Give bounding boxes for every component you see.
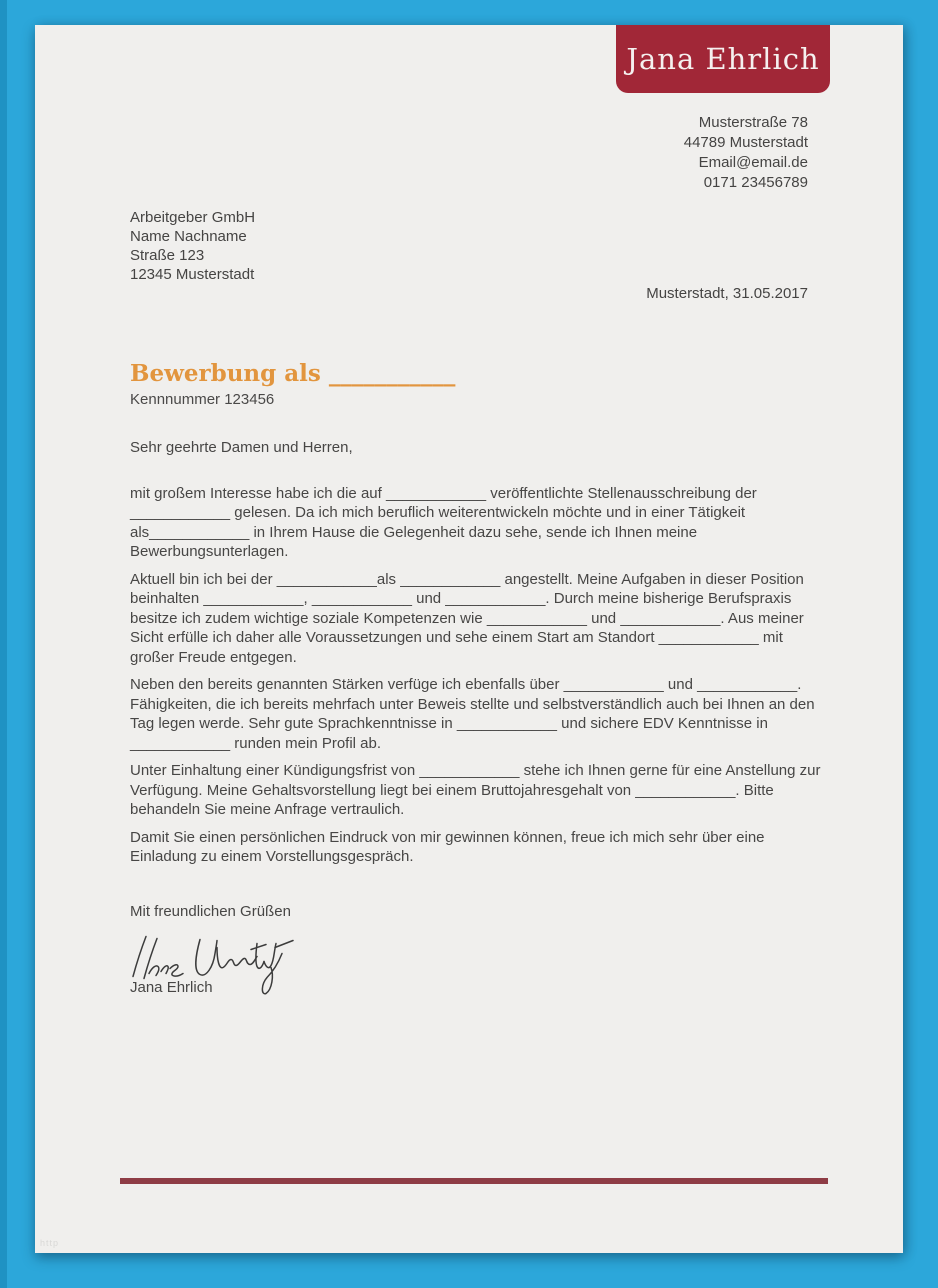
contact-block — [684, 113, 808, 193]
subject-block — [130, 359, 455, 408]
footer-divider-rule — [120, 1178, 828, 1184]
contact-city: 44789 Musterstadt — [683, 134, 808, 151]
contact-phone: 0171 23456789 — [703, 174, 808, 191]
letter-paragraph-strengths: Neben den bereits genannten Stärken verfüge ich ebenfalls über ____________ und ____________. Fähigkeiten, die ich bereits mehrfach unter Beweis stellte und selbstverständlich auch bei Ihnen an den Tag legen werde. Sehr gute Sprachkenntnisse in ____________ und sichere EDV Kenntnisse in ____________ runden mein Profil ab. — [130, 676, 815, 752]
letter-paragraph-notice-salary: Unter Einhaltung einer Kündigungsfrist von ____________ stehe ich Ihnen gerne für eine Anstellung zur Verfügung. Meine Gehaltsvorstellung liegt bei einem Bruttojahresgehalt von ____________. Bitte behandeln Sie meine Anfrage vertraulich. — [130, 762, 821, 818]
letter-paragraph-current-position: Aktuell bin ich bei der ____________als ____________ angestellt. Meine Aufgaben in dieser Position beinhalten ____________, ____________ und ____________. Durch meine bisherige Berufspraxis besitze ich zudem wichtige soziale Kompetenzen wie ____________ und ____________. Aus meiner Sicht erfülle ich daher alle Voraussetzungen und sehe einem Start am Standort ____________ mit großer Freude entgegen. — [130, 570, 804, 666]
watermark-text: http — [40, 1238, 60, 1248]
recipient-city: 12345 Musterstadt — [130, 266, 255, 283]
sender-signature-name: Jana Ehrlich — [130, 979, 213, 996]
recipient-person: Name Nachname — [130, 228, 247, 245]
letter-paragraph-invitation: Damit Sie einen persönlichen Eindruck von mir gewinnen können, freue ich mich sehr über eine Einladung zu einem Vorstellungsgespräch. — [130, 828, 765, 865]
letter-page — [35, 25, 903, 1253]
salutation: Sehr geehrte Damen und Herren, — [130, 439, 353, 456]
recipient-block — [130, 208, 255, 284]
contact-email: Email@email.de — [698, 154, 808, 171]
sender-name: Jana Ehrlich — [626, 42, 820, 76]
name-banner — [616, 25, 830, 93]
closing-regards: Mit freundlichen Grüßen — [130, 903, 291, 920]
subject-reference: Kennnummer 123456 — [130, 391, 275, 408]
recipient-company: Arbeitgeber GmbH — [130, 209, 256, 226]
subject-title: Bewerbung als ___________ — [130, 360, 456, 387]
frame-left-shade — [0, 0, 7, 1288]
letter-body — [130, 438, 822, 875]
recipient-street: Straße 123 — [130, 247, 205, 264]
date-line: Musterstadt, 31.05.2017 — [646, 285, 808, 302]
letter-paragraph-intro: mit großem Interesse habe ich die auf ____________ veröffentlichte Stellenausschreibung der ____________ gelesen. Da ich mich beruflich weiterentwickeln möchte und in einer Tätigkeit als____________ in Ihrem Hause die Gelegenheit dazu sehe, sende ich Ihnen meine Bewerbungsunterlagen. — [130, 484, 757, 560]
contact-street: Musterstraße 78 — [698, 114, 808, 131]
